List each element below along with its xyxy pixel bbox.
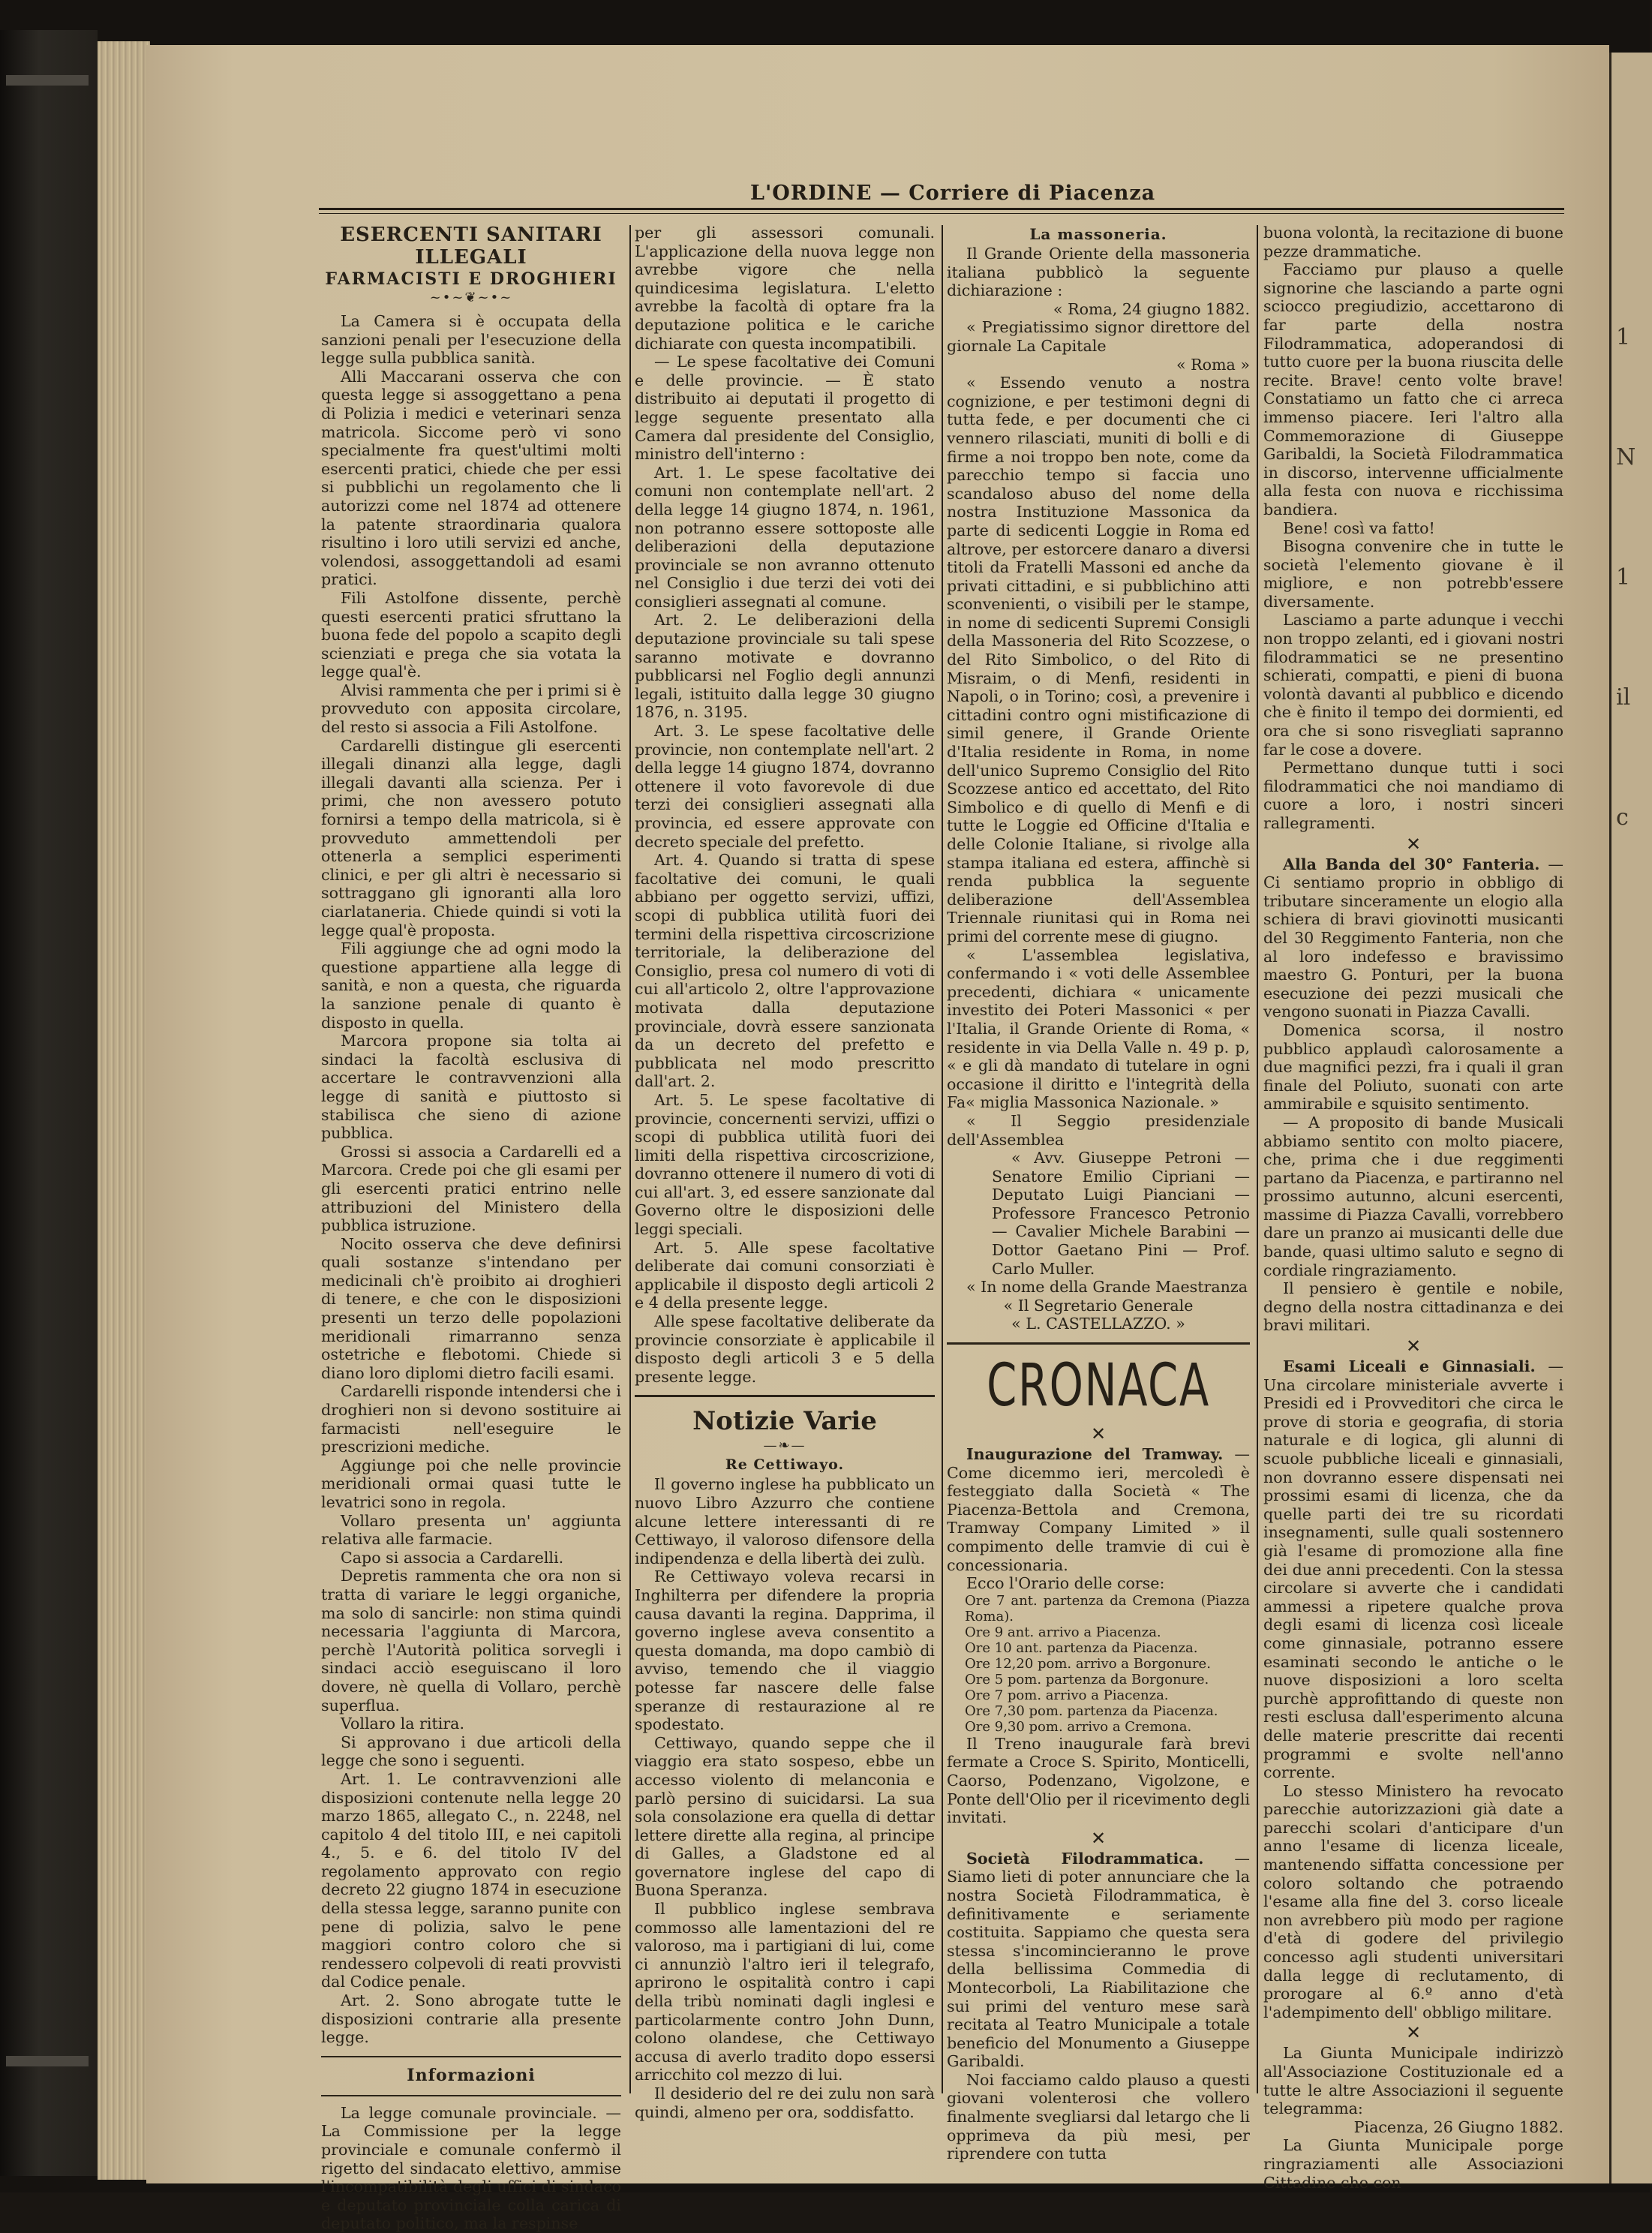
paragraph: Art. 5. Alle spese facoltative deliberate dai comuni consorziati è applicabile il disposto degli articoli 2 e 4 della presente legge.	[635, 1238, 935, 1312]
facing-page-letters: 1 N 1 il c	[1616, 324, 1636, 831]
section-title: Informazioni	[407, 2065, 536, 2085]
section-title: Notizie Varie	[692, 1406, 877, 1437]
paragraph: Cettiwayo, quando seppe che il viaggio era stato sospeso, ebbe un accesso violento di melanconia e parlò persino di suicidarsi. La sua sola consolazione era quella di dettar lettere dirette alla regina, al principe di Galles, a Gladstone ed al governatore inglese del capo di Buona Speranza.	[635, 1733, 935, 1900]
paragraph: « L. CASTELLAZZO. »	[1011, 1315, 1185, 1333]
paragraph: Noi facciamo caldo plauso a questi giovani volenterosi che vollero finalmente svegliarsi dal letargo che li opprimeva da più mesi, per riprendere con tutta	[947, 2070, 1250, 2163]
paragraph: — Siamo lieti di poter annunciare che la nostra Società Filodrammatica, è definitivamente e seriamente costituita. Sappiamo che questa sera stessa s'incomincieranno le prove della bellissima Commedia di Montecorboli, La Riabilitazione che sui primi del venturo mese sarà recitata al Teatro Municipale a totale beneficio del Monumento a Giuseppe Garibaldi.	[947, 1849, 1250, 2071]
paragraph: « Roma, 24 giugno 1882.	[1053, 299, 1250, 318]
paragraph: Cardarelli distingue gli esercenti illegali dinanzi alla legge, dagli illegali davanti alla scienza. Per i primi, che non avessero potuto fornirsi a tempo della matricola, si è provveduto ammettendoli per ottenerla a semplici esperimenti clinici, e per gli altri è necessario si sottraggano gli ignoranti alla loro ciarlataneria. Chiede quindi si voti la legge qual'è proposta.	[321, 736, 621, 939]
section-rule	[947, 1342, 1250, 1345]
page-edges	[98, 41, 150, 2180]
paragraph: Depretis rammenta che ora non si tratta di variare le leggi organiche, ma solo di sancirle: non stima quindi necessaria l'aggiunta di Marcora, perchè l'Autorità politica sorvegli i sindaci acciò eseguiscano il loro dovere, nè quella di Vollaro, perchè superflua.	[321, 1567, 621, 1715]
timetable-row: Ore 9,30 pom. arrivo a Cremona.	[965, 1718, 1192, 1735]
paragraph: Bene! così va fatto!	[1283, 518, 1435, 537]
paragraph: Art. 1. Le contravvenzioni alle disposizioni contenute nella legge 20 marzo 1865, allegato C., n. 2248, nel capitolo 4 del titolo III, e nei capitoli 4., 5. e 6. del titolo IV del regolamento approvato con regio decreto 22 giugno 1874 in esecuzione della stessa legge, saranno punite con pene di polizia, salvo le pene maggiori contro coloro che si rendessero colpevoli di reati provvisti dal Codice penale.	[321, 1769, 621, 1991]
section-rule	[321, 2095, 621, 2096]
paragraph: Art. 3. Le spese facoltative delle provincie, non contemplate nell'art. 2 della legge 14 giugno 1874, dovranno ottenere il voto favorevole di due terzi dei consiglieri assegnati alla provincia, ed essere approvate con decreto speciale del prefetto.	[635, 722, 935, 851]
timetable-row: Ore 5 pom. partenza da Borgonure.	[965, 1671, 1209, 1688]
paragraph: Vollaro la ritira.	[341, 1715, 464, 1733]
paragraph: Art. 4. Quando si tratta di spese facoltative dei comuni, le quali abbiano per oggetto servizi, uffizi, scopi di pubblica utilità fuori dei termini della rispettiva circoscrizione territoriale, la deliberazione del Consiglio, presa col numero di voti di cui all'articolo 2, oltre l'approvazione motivata dalla deputazione provinciale, dovrà essere sanzionata da un decreto del prefetto e pubblicata nel modo prescritto dall'art. 2.	[635, 851, 935, 1091]
section-title: Alla Banda del 30° Fanteria.	[1283, 855, 1540, 873]
paragraph: « L'assemblea legislativa, confermando i « voti delle Assemblee precedenti, dichiara « unicamente investito dei Poteri Massonici « per l'Italia, il Grande Oriente di Roma, « residente in via Della Valle n. 49 p. p, « e gli dà mandato di tutelare in ogni occasione il diritto e l'integrità della Fa« miglia Massonica Nazionale. »	[947, 945, 1250, 1112]
paragraph: Capo si associa a Cardarelli.	[341, 1548, 564, 1567]
ornament: ~•~❦~•~	[429, 290, 513, 305]
dateline: Piacenza, 26 Giugno 1882.	[1353, 2117, 1563, 2136]
paragraph: Si approvano i due articoli della legge che sono i seguenti.	[321, 1733, 621, 1770]
paragraph: La Giunta Municipale indirizzò all'Associazione Costituzionale ed a tutte le altre Associazioni il seguente telegramma:	[1263, 2044, 1563, 2118]
paragraph: per gli assessori comunali. L'applicazione della nuova legge non avrebbe vigore che nella quindicesima legislatura. L'eletto avrebbe la facoltà di optare fra la deputazione politica e le cariche dichiarate con questa incompatibili.	[635, 224, 935, 353]
column-2	[635, 224, 935, 2121]
book-binding	[0, 30, 98, 2176]
paragraph: Fili Astolfone dissente, perchè questi esercenti pratici sfruttano la buona fede del popolo a scapito degli scienziati e prega che sia votata la legge qual'è.	[321, 588, 621, 681]
timetable-row: Ore 10 ant. partenza da Piacenza.	[965, 1639, 1198, 1656]
paragraph: Cardarelli risponde intendersi che i droghieri non si devono sostituire ai farmacisti nell'eseguire le prescrizioni mediche.	[321, 1382, 621, 1456]
paragraph: Alli Maccarani osserva che con questa legge si assoggettano a pena di Polizia i medici e veterinari senza matricola. Siccome però vi sono specialmente fra quest'ultimi molti esercenti pratici, chiede che per essi si pubblichi un regolamento che li autorizzi come nel 1874 ad ottenere la patente straordinaria qualora risultino i loro utili servizi ed anche, volendosi, assoggettandoli ad esami pratici.	[321, 367, 621, 589]
cross-separator: ✕	[1405, 2022, 1422, 2044]
section-title: Esami Liceali e Ginnasiali.	[1283, 1357, 1536, 1376]
paragraph: Permettano dunque tutti i soci filodrammatici che noi mandiamo di cuore a loro, i nostri sinceri rallegramenti.	[1263, 759, 1563, 832]
paragraph: Il governo inglese ha pubblicato un nuovo Libro Azzurro che contiene alcune lettere interessanti di re Cettiwayo, il valoroso difensore della indipendenza e della libertà dei zulù.	[635, 1475, 935, 1567]
paragraph: — Le spese facoltative dei Comuni e delle provincie. — È stato distribuito ai deputati il progetto di legge seguente presentato alla Camera dal presidente del Consiglio, ministro dell'interno :	[635, 353, 935, 464]
paragraph: Art. 2. Le deliberazioni della deputazione provinciale su tali spese saranno motivate e dovranno pubblicarsi nel Foglio degli annunzi legali, istituito dalla legge 30 giugno 1876, n. 3195.	[635, 611, 935, 722]
paragraph: « Roma »	[1176, 355, 1250, 374]
paragraph: Art. 2. Sono abrogate tutte le disposizioni contrarie alla presente legge.	[321, 1991, 621, 2047]
section-title: Società Filodrammatica.	[966, 1849, 1204, 1868]
timetable-row: Ore 7,30 pom. partenza da Piacenza.	[965, 1703, 1218, 1719]
paragraph: Nocito osserva che deve definirsi quali sostanze s'intendano per medicinali ch'è proibito ai droghieri di tenere, e che con le disposizioni presenti un terzo delle popolazioni meridionali rimarranno senza ostetriche e flebotomi. Chiede si diano loro diplomi dietro facili esami.	[321, 1234, 621, 1382]
paragraph: — Come dicemmo ieri, mercoledì è festeggiato dalla Società « The Piacenza-Bettola and Cremona, Tramway Company Limited » il compimento delle tramvie di cui è concessionaria.	[947, 1445, 1250, 1574]
timetable-row: Ore 7 ant. partenza da Cremona (Piazza Roma).	[965, 1592, 1250, 1624]
paragraph: Lasciamo a parte adunque i vecchi non troppo zelanti, ed i giovani nostri filodrammatici se ne presentino schierati, compatti, e pieni di buona volontà davanti al pubblico e dicendo che è finito il tempo dei dormienti, ed ora che si sono risvegliati sapranno far le cose a dovere.	[1263, 611, 1563, 759]
paragraph: Il Grande Oriente della massoneria italiana pubblicò la seguente dichiarazione :	[947, 245, 1250, 300]
paragraph: La legge comunale provinciale. — La Commissione per la legge provinciale e comunale confermò il rigetto del sindacato elettivo, ammise l'incompatibilità degli uffici di sindaco e deputato provinciale colla carica di deputato politico, ma la respinse	[321, 2103, 621, 2233]
paragraph: Bisogna convenire che in tutte le società l'elemento giovane è il migliore, e non potrebb'essere diversamente.	[1263, 537, 1563, 611]
orario-title: Ecco l'Orario delle corse:	[966, 1574, 1165, 1593]
facing-page-margin	[1609, 53, 1652, 2183]
paragraph: « In nome della Grande Maestranza	[966, 1278, 1248, 1297]
paragraph: Art. 1. Le spese facoltative dei comuni non contemplate nell'art. 2 della legge 14 giugno 1874, n. 1961, non potranno essere sottoposte alle deliberazioni della deputazione provinciale se non avranno ottenuto nel Consiglio i due terzi dei voti dei consiglieri assegnati al comune.	[635, 463, 935, 611]
paragraph: Il pensiero è gentile e nobile, degno della nostra cittadinanza e dei bravi militari.	[1263, 1279, 1563, 1335]
paragraph: Re Cettiwayo voleva recarsi in Inghilterra per difendere la propria causa davanti la regina. Dapprima, il governo inglese aveva consentito a questa domanda, ma dopo cambiò di avviso, temendo che il viaggio potesse far nascere delle false speranze di restaurazione al re spodestato.	[635, 1567, 935, 1734]
timetable-row: Ore 7 pom. arrivo a Piacenza.	[965, 1687, 1169, 1703]
section-rule	[635, 1395, 935, 1397]
paragraph: « Pregiatissimo signor direttore del giornale La Capitale	[947, 318, 1250, 355]
paragraph: Fili aggiunge che ad ogni modo la questione appartiene alla legge di sanità, e non a questa, che riguarda la sanzione penale di quanto è disposto in quella.	[321, 939, 621, 1032]
paragraph: Il Treno inaugurale farà brevi fermate a Croce S. Spirito, Monticelli, Caorso, Podenzano, Vigolzone, e Ponte dell'Olio per il ricevimento degli invitati.	[947, 1734, 1250, 1827]
cross-separator: ✕	[1405, 833, 1422, 855]
column-divider	[1257, 225, 1258, 2093]
paragraph: « Avv. Giuseppe Petroni — Senatore Emilio Cipriani — Deputato Luigi Pianciani — Professore Francesco Petronio — Cavalier Michele Barabini — Dottor Gaetano Pini — Prof. Carlo Muller.	[992, 1149, 1250, 1278]
paragraph: — A proposito di bande Musicali abbiamo sentito con molto piacere, che, prima che i due reggimenti partano da Piacenza, e partiranno nel prossimo autunno, alcuni esercenti, massime di Piazza Cavalli, vorrebbero dare un pranzo ai musicanti delle due bande, quasi ultimo saluto e segno di cordiale ringraziamento.	[1263, 1113, 1563, 1279]
paragraph: Alle spese facoltative deliberate da provincie consorziate è applicabile il disposto degli articoli 3 e 5 della presente legge.	[635, 1312, 935, 1386]
paragraph: Il pubblico inglese sembrava commosso alle lamentazioni del re valoroso, ma i partigiani di lui, come ci annunziò l'altro ieri il telegrafo, aprirono le ospitalità contro i capi della tribù nominati dagli inglesi e particolarmente contro John Dunn, colono olandese, che Cettiwayo accusa di averlo tradito dopo essersi arricchito col mezzo di lui.	[635, 1900, 935, 2084]
header-rule-thin	[319, 213, 1564, 214]
header-rule	[319, 208, 1564, 210]
column-divider	[942, 225, 943, 2093]
paragraph: La Camera si è occupata della sanzioni penali per l'esecuzione della legge sulla pubblica sanità.	[321, 312, 621, 368]
column-4	[1263, 224, 1563, 2192]
paragraph: — Una circolare ministeriale avverte i Presidi ed i Provveditori che circa le prove di storia e geografia, di storia naturale e di logica, gli alunni di scuole pubbliche liceali e ginnasiali, non dovranno essere dispensati nei prossimi esami di licenza, che da quelle parti dei tre su ricordati insegnamenti, sulle quali sostennero già l'esame di promozione alla fine dei due anni precedenti. Con la stessa circolare si avverte che i candidati ammessi a ripetere qualche prova degli esami di licenza così liceale come ginnasiale, potranno essere esaminati secondo le antiche o le nuove disposizioni a loro scelta purchè approfittando di queste non resti esclusa dall'esperimento alcuna delle materie prescritte dai recenti programmi e svolte nell'anno corrente.	[1263, 1357, 1564, 1782]
paragraph: buona volontà, la recitazione di buone pezze drammatiche.	[1263, 224, 1563, 260]
timetable	[947, 1593, 1250, 1735]
paragraph: « Il Seggio presidenziale dell'Assemblea	[947, 1111, 1250, 1149]
binding-band	[6, 75, 89, 86]
paragraph: La Giunta Municipale porge ringraziamenti alle Associazioni Cittadine che con	[1263, 2136, 1563, 2192]
section-title: Inaugurazione del Tramway.	[966, 1445, 1224, 1464]
paragraph: Il desiderio del re dei zulu non sarà quindi, almeno per ora, soddisfatto.	[635, 2084, 935, 2121]
page-header: L'ORDINE — Corriere di Piacenza	[750, 182, 1156, 205]
section-rule	[321, 2056, 621, 2057]
article-title: La massoneria.	[1029, 225, 1167, 243]
ornament: —❧—	[763, 1438, 806, 1454]
column-1	[321, 224, 621, 2233]
paragraph: Facciamo pur plauso a quelle signorine che lasciando a parte ogni sciocco pregiudizio, accettarono di far parte della nostra Filodrammatica, adoperandosi di tutto cuore per la buona riuscita delle recite. Brave! cento volte brave! Constatiamo un fatto che ci arreca immenso piacere. Ieri l'altro alla Commemorazione di Giuseppe Garibaldi, la Società Filodrammatica in discorso, intervenne ufficialmente alla festa con nuova e ricchissima bandiera.	[1263, 260, 1563, 518]
paragraph: Vollaro presenta un' aggiunta relativa alle farmacie.	[321, 1511, 621, 1549]
paragraph: Aggiunge poi che nelle provincie meridionali ormai quasi tutte le levatrici sono in regola.	[321, 1456, 621, 1511]
cross-separator: ✕	[1090, 1423, 1107, 1445]
timetable-row: Ore 9 ant. arrivo a Piacenza.	[965, 1624, 1161, 1640]
paragraph: Art. 5. Le spese facoltative di provincie, concernenti servizi, uffizi o scopi di pubblica utilità fuori dei limiti della rispettiva circoscrizione, dovranno ottenere il numero di voti di cui all'art. 3, ed essere sanzionate dal Governo oltre le disposizioni delle leggi speciali.	[635, 1090, 935, 1239]
cross-separator: ✕	[1405, 1336, 1422, 1357]
paragraph: Lo stesso Ministero ha revocato parecchie autorizzazioni già date a parecchi scolari d'anticipare d'un anno l'esame di licenza liceale, mantenendo siffatta concessione per coloro soltando che potraendo l'esame alla fine del 3. corso liceale non avrebbero più modo per ragione d'età di godere del privilegio concesso agli studenti universitari dalla legge di reclutamento, di prorogare al 6.º anno d'età l'adempimento dell' obbligo militare.	[1263, 1781, 1563, 2021]
paragraph: « Il Segretario Generale	[1003, 1296, 1194, 1315]
cross-separator: ✕	[1090, 1827, 1107, 1849]
binding-band	[6, 2056, 89, 2066]
article-subtitle: FARMACISTI E DROGHIERI	[325, 269, 617, 289]
paragraph: « Essendo venuto a nostra cognizione, e per testimoni degni di tutta fede, e per documenti che ci vennero rilasciati, muniti di bolli e di firme a noi troppo ben note, come da parecchio tempo si faccia uno scandaloso abuso del nome della nostra Instituzione Massonica da parte di sedicenti Loggie in Roma ed altrove, per estorcere danaro a diversi titoli da Fratelli Massoni ed anche da privati cittadini, e si pubblichino atti sconvenienti, o visibili per le stampe, in nome di sedicenti Supremi Consigli della Massoneria del Rito Scozzese, o del Rito Simbolico, o del Rito di Misraim, o di Menfi, residenti in Napoli, o in Torino; così, a prevenire i cittadini contro ogni mistificazione di simil genere, il Grande Oriente d'Italia residente in Roma, in nome dell'unico Supremo Consiglio del Rito Scozzese antico ed accettato, del Rito Simbolico e di quello di Menfi e di tutte le Loggie ed Officine d'Italia e delle Colonie Italiane, si rivolge alla stampa italiana ed estera, affinchè si renda pubblica la seguente deliberazione dell'Assemblea Triennale riunitasi qui in Roma nei primi del corrente mese di giugno.	[947, 374, 1250, 945]
paragraph: Alvisi rammenta che per i primi si è provveduto con apposita circolare, del resto si associa a Fili Astolfone.	[321, 681, 621, 737]
timetable-row: Ore 12,20 pom. arrivo a Borgonure.	[965, 1655, 1211, 1672]
section-subtitle: Re Cettiwayo.	[725, 1456, 845, 1474]
column-divider	[629, 225, 631, 2093]
cronaca-title: CRONACA	[987, 1352, 1210, 1420]
paragraph: — Ci sentiamo proprio in obbligo di tributare sinceramente un elogio alla schiera di bravi giovinotti musicanti del 30 Reggimento Fanteria, non che al loro indefesso e bravissimo maestro G. Ponturi, per la buona esecuzione dei pezzi musicali che vengono suonati in Piazza Cavalli.	[1263, 855, 1563, 1021]
paragraph: Grossi si associa a Cardarelli ed a Marcora. Crede poi che gli esami per gli esercenti pratici entrino nelle attribuzioni del Ministero della pubblica istruzione.	[321, 1142, 621, 1235]
column-3	[947, 224, 1250, 2163]
paragraph: Marcora propone sia tolta ai sindaci la facoltà esclusiva di accertare le contravvenzioni alla legge di sanità e piuttosto si stabilisca che sieno di azione pubblica.	[321, 1032, 621, 1143]
article-title: ESERCENTI SANITARI ILLEGALI	[340, 224, 602, 269]
paragraph: Domenica scorsa, il nostro pubblico applaudì calorosamente a due magnifici pezzi, fra i quali il gran finale del Poliuto, suonati con arte ammirabile e squisito sentimento.	[1263, 1020, 1563, 1113]
